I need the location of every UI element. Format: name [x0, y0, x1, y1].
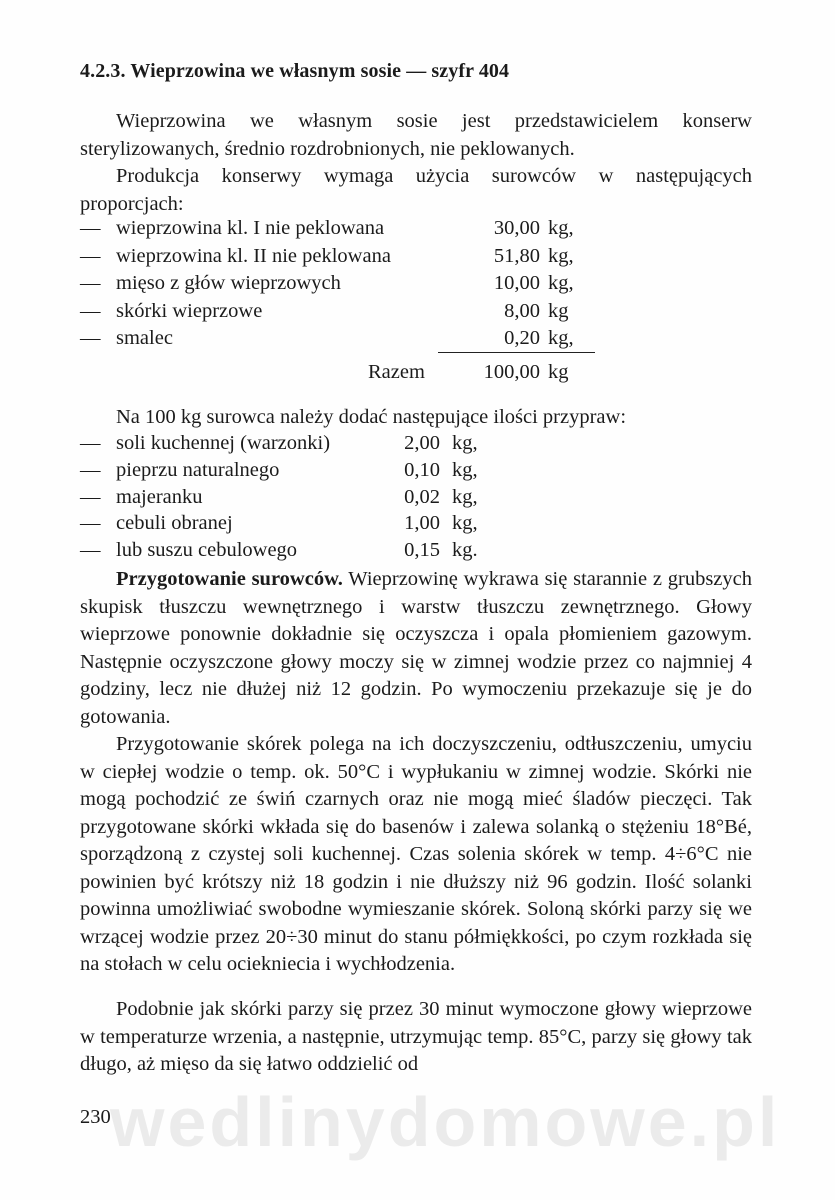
- raw-material-dash: —: [80, 217, 101, 239]
- raw-material-qty: 0,20: [504, 327, 540, 350]
- spice-unit: kg,: [452, 485, 478, 508]
- raw-material-unit: kg: [548, 299, 569, 322]
- heads-paragraph: Podobnie jak skórki parzy się przez 30 minut wymoczone głowy wieprzowe w temperaturze wrzenia, a następnie, utrzymując temp. 85°C, parzy się głowy tak długo, aż mięso da się łatwo oddzielić od: [80, 998, 752, 1075]
- prep-lead: Przygotowanie surowców.: [116, 568, 343, 590]
- raw-material-name: skórki wieprzowe: [116, 299, 263, 322]
- skins-paragraph: Przygotowanie skórek polega na ich doczyszczeniu, odtłuszczeniu, umyciu w ciepłej wodzie o temp. ok. 50°C i wypłukaniu w zimnej wodzie. Skórki nie mogą pochodzić ze świń czarnych oraz nie mogą mieć śladów pieczęci. Tak przygotowane skórki wkłada się do basenów i zalewa solanką o stężeniu 18°Bé, sporządzoną z czystej soli kuchennej. Czas solenia skórek w temp. 4÷6°C nie powinien być krótszy niż 18 godzin i nie dłuższy niż 96 godzin. Ilość solanki powinna umożliwiać swobodne wymieszanie skórek. Soloną skórki parzy się we wrzącej wodzie przez 20÷30 minut do stanu półmiękkości, po czym rozkłada się na stołach w celu ociekniecia i wychłodzenia.: [80, 733, 752, 975]
- spice-dash: —: [80, 485, 101, 508]
- raw-material-qty: 8,00: [504, 299, 540, 322]
- total-qty: 100,00: [483, 361, 540, 383]
- spice-unit: kg.: [452, 539, 478, 562]
- raw-material-qty: 30,00: [493, 217, 540, 239]
- raw-material-qty: 51,80: [493, 244, 540, 267]
- raw-material-dash: —: [80, 299, 101, 322]
- spice-qty: 0,02: [404, 485, 440, 508]
- spice-name: cebuli obranej: [116, 512, 233, 535]
- spice-dash: —: [80, 432, 101, 454]
- page-number: 230: [80, 1106, 111, 1128]
- prep-paragraph: [80, 566, 752, 731]
- spice-dash: —: [80, 539, 101, 562]
- raw-material-unit: kg,: [548, 244, 574, 267]
- raw-material-unit: kg,: [548, 327, 574, 350]
- spice-name: lub suszu cebulowego: [116, 539, 298, 562]
- proportions-intro: Produkcja konserwy wymaga użycia surowców w następujących proporcjach:: [80, 165, 752, 215]
- raw-material-qty: 10,00: [493, 272, 540, 295]
- spice-unit: kg,: [452, 512, 478, 535]
- spice-unit: kg,: [452, 432, 478, 454]
- watermark: wedlinydomowe.pl: [110, 1083, 781, 1161]
- raw-material-dash: —: [80, 244, 101, 267]
- section-heading: 4.2.3. Wieprzowina we własnym sosie — szyfr 404: [80, 60, 510, 82]
- spice-qty: 0,15: [404, 539, 440, 562]
- spice-name: majeranku: [116, 485, 203, 508]
- spice-qty: 2,00: [404, 432, 440, 454]
- intro-paragraph: Wieprzowina we własnym sosie jest przedstawicielem konserw sterylizowanych, średnio rozdrobnionych, nie peklowanych.: [80, 110, 752, 160]
- spice-name: pieprzu naturalnego: [116, 458, 280, 481]
- sum-rule: [438, 352, 595, 353]
- total-unit: kg: [548, 361, 569, 383]
- raw-material-unit: kg,: [548, 217, 574, 239]
- spice-qty: 1,00: [404, 512, 440, 535]
- spice-unit: kg,: [452, 458, 478, 481]
- raw-material-name: smalec: [116, 327, 173, 350]
- spice-dash: —: [80, 512, 101, 535]
- raw-material-name: mięso z głów wieprzowych: [116, 272, 341, 295]
- prep-text: Wieprzowinę wykrawa się starannie z grubszych skupisk tłuszczu wewnętrznego i warstw tłuszczu zewnętrznego. Głowy wieprzowe ponownie dokładnie się oczyszcza i opala płomieniem gazowym. Następnie oczyszczone głowy moczy się w zimnej wodzie przez co najmniej 4 godziny, lecz nie dłużej niż 12 godzin. Po wymoczeniu przekazuje się je do gotowania.: [80, 568, 752, 728]
- spice-dash: —: [80, 458, 101, 481]
- raw-material-name: wieprzowina kl. II nie peklowana: [116, 244, 391, 267]
- raw-material-unit: kg,: [548, 272, 574, 295]
- total-label: Razem: [368, 361, 425, 383]
- spice-name: soli kuchennej (warzonki): [116, 432, 331, 454]
- raw-material-dash: —: [80, 272, 101, 295]
- spices-intro: Na 100 kg surowca należy dodać następujące ilości przypraw:: [116, 406, 627, 428]
- spice-qty: 0,10: [404, 458, 440, 481]
- raw-material-dash: —: [80, 327, 101, 350]
- raw-material-name: wieprzowina kl. I nie peklowana: [116, 217, 385, 239]
